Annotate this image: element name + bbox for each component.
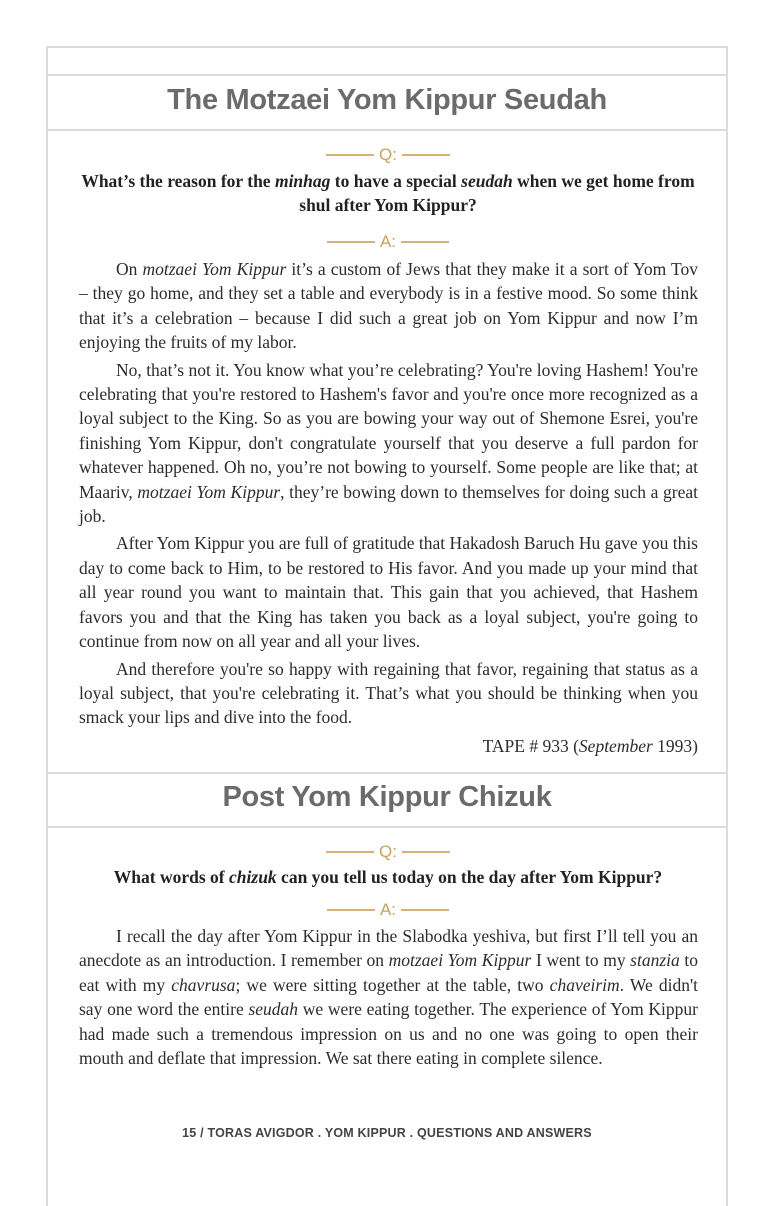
page-footer: 15 / TORAS AVIGDOR . YOM KIPPUR . QUESTIONS AND ANSWERS <box>182 1126 592 1140</box>
italic-term: motzaei Yom Kippur <box>142 259 287 279</box>
question-marker-label: Q: <box>379 842 397 861</box>
italic-term: motzaei Yom Kippur <box>388 950 532 971</box>
text-run: On <box>116 259 143 279</box>
text-run: can you tell us today on the day after Yom Kippur? <box>276 867 663 887</box>
italic-term: chizuk <box>229 867 277 887</box>
marker-rule <box>401 909 449 911</box>
marker-rule <box>326 154 374 156</box>
answer-paragraph <box>79 257 698 355</box>
text-run: we were eating together. The experience of Yom Kippur had made such a tremendous impression on us and no one was going to open their mouth and deflate that impression. We sat there eating in complete silence. <box>79 999 698 1069</box>
source-date: September <box>578 735 653 756</box>
marker-rule <box>402 851 450 853</box>
text-run: . We didn't say one word the entire <box>79 974 698 1020</box>
text-run: to eat with my <box>79 950 698 995</box>
question-marker-label: Q: <box>379 145 397 164</box>
question-marker <box>0 842 776 862</box>
italic-term: motzaei Yom Kippur <box>137 481 281 502</box>
divider <box>46 129 728 131</box>
divider <box>46 74 728 76</box>
italic-term: chaveirim <box>549 974 620 995</box>
question-marker <box>0 145 776 165</box>
answer-body <box>79 257 698 758</box>
text-run: No, that’s not it. You know what you’re celebrating? You're loving Hashem! You're celebrating that you're restored to Hashem's favor and you're once more recognized as a loyal subject to the King. So as you are bowing your way out of Shemone Esrei, you're finishing Yom Kippur, don't congratulate yourself that you deserve a full pardon for whatever happened. Oh no, you’re not bowing to yourself. Some people are like that; at Maariv, <box>79 359 698 502</box>
text-run: when we get home from shul after Yom Kippur? <box>299 171 695 215</box>
italic-term: seudah <box>461 171 513 191</box>
question-text <box>78 169 698 217</box>
question-text <box>78 865 698 889</box>
text-run: it’s a custom of Jews that they make it a sort of Yom Tov – they go home, and they set a table and everybody is in a festive mood. So some think that it’s a celebration – because I did such a great job on Yom Kippur and now I’m enjoying the fruits of my labor. <box>79 259 698 353</box>
marker-rule <box>327 909 375 911</box>
text-run: to have a special <box>330 171 462 191</box>
answer-marker-label: A: <box>379 900 397 919</box>
italic-term: minhag <box>274 171 331 191</box>
text-run: And therefore you're so happy with regaining that favor, regaining that status as a loyal subject, that you're celebrating it. That’s what you should be thinking when you smack your lips and dive into the food. <box>79 658 698 728</box>
answer-paragraph <box>79 358 698 529</box>
text-run: ; we were sitting together at the table, two <box>235 974 550 995</box>
section-title: The Motzaei Yom Kippur Seudah <box>167 84 607 116</box>
divider <box>46 826 728 828</box>
text-run: I went to my <box>531 950 631 971</box>
italic-term: seudah <box>248 999 299 1020</box>
answer-paragraph <box>79 924 698 1070</box>
italic-term: chavrusa <box>171 974 236 995</box>
text-run: What words of <box>113 867 230 887</box>
marker-rule <box>402 154 450 156</box>
marker-rule <box>401 241 449 243</box>
text-run: What’s the reason for the <box>81 171 275 191</box>
marker-rule <box>327 241 375 243</box>
answer-paragraph <box>79 531 698 653</box>
marker-rule <box>326 851 374 853</box>
tape-source <box>79 734 698 758</box>
answer-body <box>79 924 698 1073</box>
italic-term: stanzia <box>630 950 680 971</box>
answer-marker-label: A: <box>379 232 397 251</box>
section-title: Post Yom Kippur Chizuk <box>222 781 552 813</box>
text-run: , they’re bowing down to themselves for doing such a great job. <box>79 481 698 527</box>
divider <box>46 772 728 774</box>
answer-paragraph <box>79 657 698 730</box>
answer-marker <box>0 900 776 920</box>
text-run: I recall the day after Yom Kippur in the Slabodka yeshiva, but first I’ll tell you an anecdote as an introduction. I remember on <box>79 926 698 971</box>
text-run: After Yom Kippur you are full of gratitude that Hakadosh Baruch Hu gave you this day to come back to Him, to be restored to His favor. And you made up your mind that all year round you want to maintain that. This gain that you achieved, that Hashem favors you and that the King has taken you back as a loyal subject, you're going to continue from now on all year and all your lives. <box>79 533 698 652</box>
source-prefix: TAPE # 933 ( <box>482 735 579 756</box>
source-suffix: 1993) <box>652 735 698 756</box>
answer-marker <box>0 232 776 252</box>
